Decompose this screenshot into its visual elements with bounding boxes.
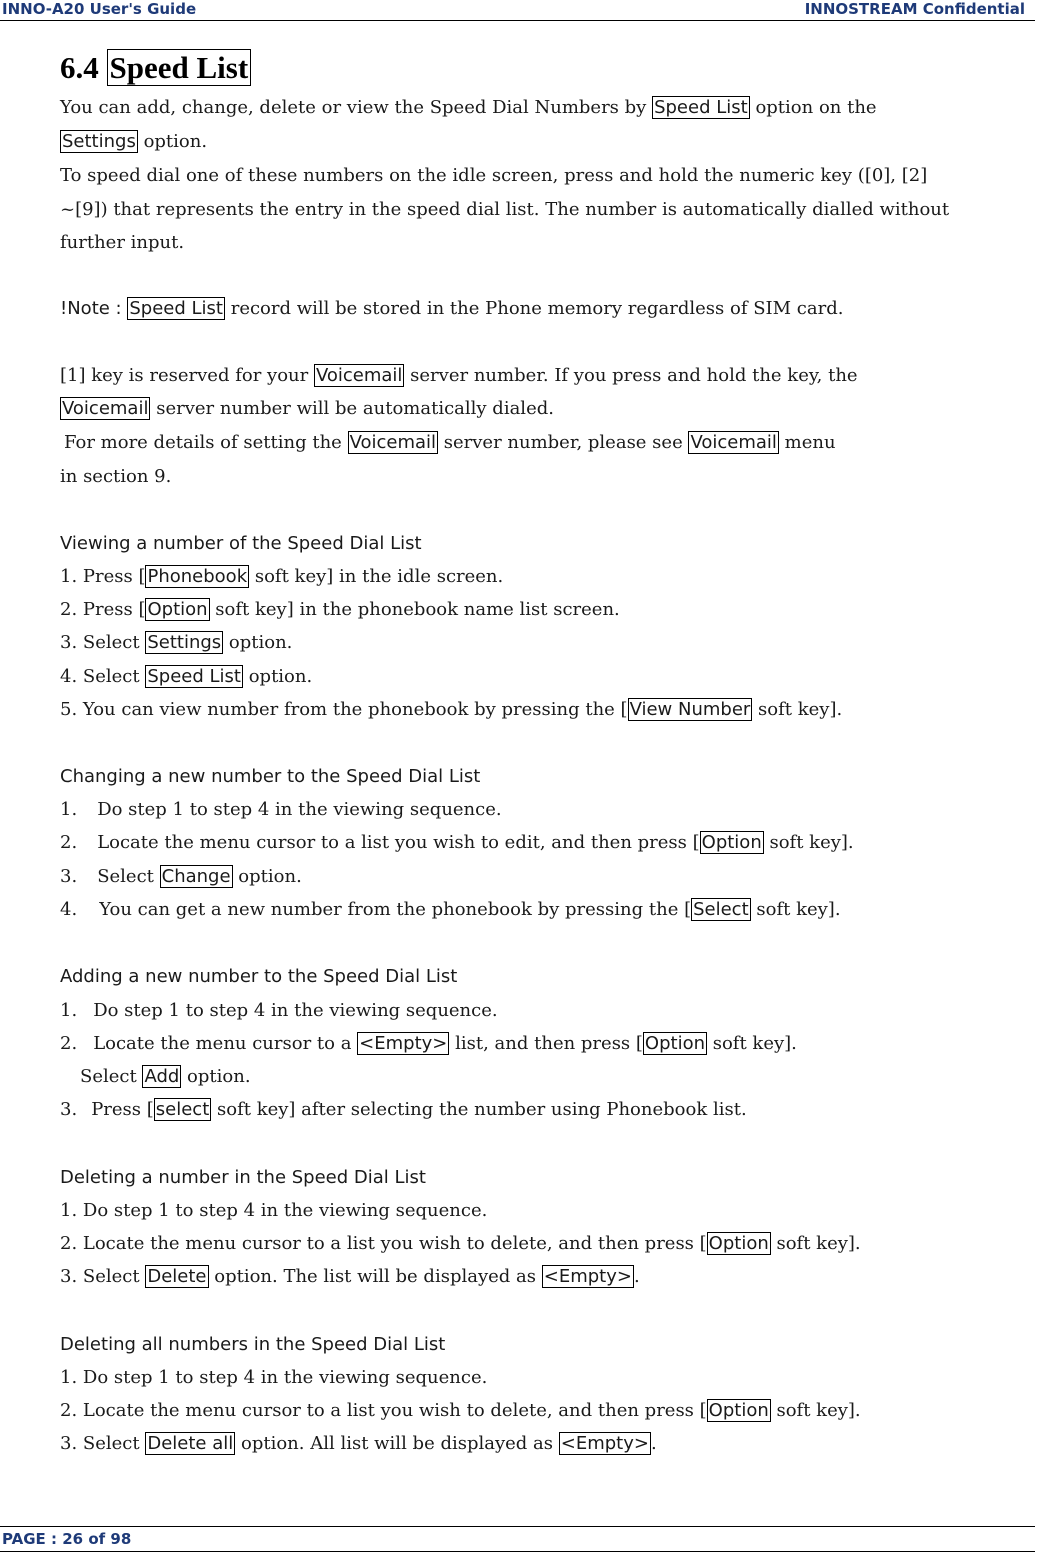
deleting-all-step-1: 1. Do step 1 to step 4 in the viewing sequence.	[60, 1367, 488, 1388]
phonebook-term: Phonebook	[147, 566, 248, 587]
view-number-term: View Number	[629, 699, 751, 720]
select-term: Select	[693, 899, 749, 920]
header-confidential: INNOSTREAM Confidential	[804, 0, 1025, 18]
speed-list-term: Speed List	[129, 298, 223, 319]
empty-term: <Empty>	[359, 1033, 448, 1054]
adding-step-3: 3. Press [ select soft key] after selecting the number using Phonebook list.	[60, 1099, 747, 1120]
changing-step-2: 2. Locate the menu cursor to a list you wish to edit, and then press [ Option soft key].	[60, 832, 854, 853]
intro-line-3: To speed dial one of these numbers on the idle screen, press and hold the numeric key ([0], [2]	[60, 165, 928, 186]
deleting-all-heading: Deleting all numbers in the Speed Dial List	[60, 1334, 446, 1355]
intro-line-5: further input.	[60, 232, 185, 253]
select-term: select	[155, 1099, 210, 1120]
speed-list-term: Speed List	[147, 666, 241, 687]
note-label: !Note :	[60, 298, 122, 319]
settings-term: Settings	[62, 131, 136, 152]
intro-line-4: ~[9]) that represents the entry in the speed dial list. The number is automatically dialled without	[60, 199, 950, 220]
viewing-step-4: 4. Select Speed List option.	[60, 666, 313, 687]
adding-step-2: 2. Locate the menu cursor to a <Empty> list, and then press [ Option soft key].	[60, 1033, 797, 1054]
viewing-heading: Viewing a number of the Speed Dial List	[60, 533, 422, 554]
empty-term: <Empty>	[543, 1266, 632, 1287]
option-term: Option	[708, 1233, 769, 1254]
viewing-step-1: 1. Press [ Phonebook soft key] in the idle screen.	[60, 566, 504, 587]
deleting-all-step-3: 3. Select Delete all option. All list will be displayed as <Empty> .	[60, 1433, 657, 1454]
voicemail-line-2: Voicemail server number will be automatically dialed.	[62, 398, 554, 419]
option-term: Option	[147, 599, 208, 620]
adding-heading: Adding a new number to the Speed Dial List	[60, 966, 458, 987]
header-guide-title: INNO-A20 User's Guide	[2, 0, 197, 18]
page-number: PAGE : 26 of 98	[2, 1530, 132, 1548]
page-header	[0, 0, 1035, 21]
viewing-step-2: 2. Press [ Option soft key] in the phonebook name list screen.	[60, 599, 620, 620]
intro-line-1: You can add, change, delete or view the Speed Dial Numbers by Speed List option on the	[60, 97, 877, 118]
adding-step-1: 1. Do step 1 to step 4 in the viewing sequence.	[60, 1000, 498, 1021]
adding-step-2-select: Select Add option.	[80, 1066, 251, 1087]
settings-term: Settings	[147, 632, 222, 653]
deleting-step-1: 1. Do step 1 to step 4 in the viewing sequence.	[60, 1200, 488, 1221]
empty-term: <Empty>	[560, 1433, 649, 1454]
option-term: Option	[644, 1033, 705, 1054]
voicemail-line-4: in section 9.	[60, 466, 172, 487]
note-line: !Note : Speed List record will be stored in the Phone memory regardless of SIM card.	[60, 298, 844, 319]
section-number: 6.4	[60, 50, 99, 85]
voicemail-line-1: [1] key is reserved for your Voicemail server number. If you press and hold the key, the	[60, 365, 858, 386]
deleting-heading: Deleting a number in the Speed Dial List	[60, 1167, 426, 1188]
add-term: Add	[144, 1066, 180, 1087]
speed-list-term: Speed List	[654, 97, 748, 118]
changing-step-1: 1. Do step 1 to step 4 in the viewing sequence.	[60, 799, 502, 820]
intro-line-2: Settings option.	[62, 131, 208, 152]
voicemail-term: Voicemail	[62, 398, 149, 419]
voicemail-term: Voicemail	[349, 432, 437, 453]
option-term: Option	[708, 1400, 769, 1421]
deleting-step-2: 2. Locate the menu cursor to a list you wish to delete, and then press [ Option soft key].	[60, 1233, 861, 1254]
viewing-step-3: 3. Select Settings option.	[60, 632, 293, 653]
delete-all-term: Delete all	[147, 1433, 234, 1454]
section-title	[60, 48, 251, 88]
voicemail-line-3: For more details of setting the Voicemail server number, please see Voicemail menu	[64, 432, 836, 453]
section-name: Speed List	[107, 49, 252, 86]
deleting-all-step-2: 2. Locate the menu cursor to a list you wish to delete, and then press [ Option soft key].	[60, 1400, 861, 1421]
page-footer	[0, 1526, 1035, 1552]
changing-heading: Changing a new number to the Speed Dial List	[60, 766, 481, 787]
voicemail-term: Voicemail	[690, 432, 777, 453]
change-term: Change	[161, 866, 231, 887]
delete-term: Delete	[147, 1266, 207, 1287]
viewing-step-5: 5. You can view number from the phonebook by pressing the [ View Number soft key].	[60, 699, 843, 720]
deleting-step-3: 3. Select Delete option. The list will be displayed as <Empty> .	[60, 1266, 640, 1287]
changing-step-4: 4. You can get a new number from the phonebook by pressing the [ Select soft key].	[60, 899, 841, 920]
voicemail-term: Voicemail	[315, 365, 403, 386]
option-term: Option	[701, 832, 762, 853]
changing-step-3: 3. Select Change option.	[60, 866, 302, 887]
